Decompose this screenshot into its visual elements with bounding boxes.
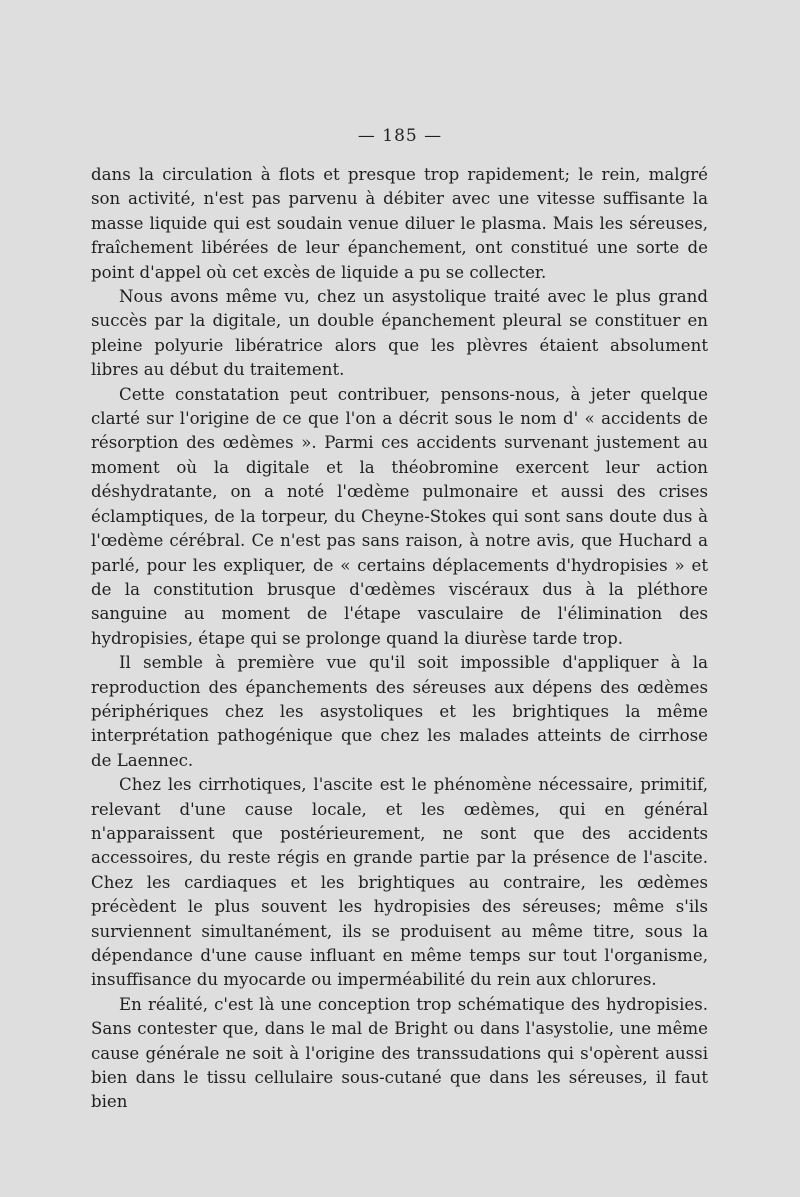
paragraph-1: dans la circulation à flots et presque trop rapidement; le rein, malgré son activité, n'est pas parvenu à débiter avec une vitesse suffisante la masse liquide qui est soudain venue diluer le plasma. Mais les séreuses, fraîchement libérées de leur épanchement, ont constitué une sorte de point d'appel où cet excès de liquide a pu se collecter. bbox=[91, 165, 708, 282]
paragraph-4: Il semble à première vue qu'il soit impossible d'appliquer à la reproduction des épanchements des séreuses aux dépens des œdèmes périphériques chez les asystoliques et les brightiques la même interprétation pathogénique que chez les malades atteints de cirrhose de Laennec. bbox=[91, 653, 708, 770]
paragraph-3: Cette constatation peut contribuer, pensons-nous, à jeter quelque clarté sur l'origine de ce que l'on a décrit sous le nom d' « accidents de résorption des œdèmes ». Parmi ces accidents survenant justement au moment où la digitale et la théobromine exercent leur action déshydratante, on a noté l'œdème pulmonaire et aussi des crises éclamptiques, de la torpeur, du Cheyne-Stokes qui sont sans doute dus à l'œdème cérébral. Ce n'est pas sans raison, à notre avis, que Huchard a parlé, pour les expliquer, de « certains déplacements d'hydropisies » et de la constitution brusque d'œdèmes viscéraux dus à la pléthore sanguine au moment de l'étape vasculaire de l'élimination des hydropisies, étape qui se prolonge quand la diurèse tarde trop. bbox=[91, 384, 708, 648]
body-text bbox=[91, 163, 708, 1115]
paragraph-6: En réalité, c'est là une conception trop schématique des hydropisies. Sans contester que, dans le mal de Bright ou dans l'asystolie, une même cause générale ne soit à l'origine des transsudations qui s'opèrent aussi bien dans le tissu cellulaire sous-cutané que dans les séreuses, il faut bien bbox=[91, 994, 708, 1112]
page-number: — 185 — bbox=[357, 126, 443, 146]
paragraph-2: Nous avons même vu, chez un asystolique traité avec le plus grand succès par la digitale, un double épanchement pleural se constituer en pleine polyurie libératrice alors que les plèvres étaient absolument libres au début du traitement. bbox=[91, 287, 708, 380]
paragraph-5: Chez les cirrhotiques, l'ascite est le phénomène nécessaire, primitif, relevant d'une cause locale, et les œdèmes, qui en général n'apparaissent que postérieurement, ne sont que des accidents accessoires, du reste régis en grande partie par la présence de l'ascite. Chez les cardiaques et les brightiques au contraire, les œdèmes précèdent le plus souvent les hydropisies des séreuses; même s'ils surviennent simultanément, ils se produisent au même titre, sous la dépendance d'une cause influant en même temps sur tout l'organisme, insuffisance du myocarde ou imperméabilité du rein aux chlorures. bbox=[91, 775, 708, 990]
